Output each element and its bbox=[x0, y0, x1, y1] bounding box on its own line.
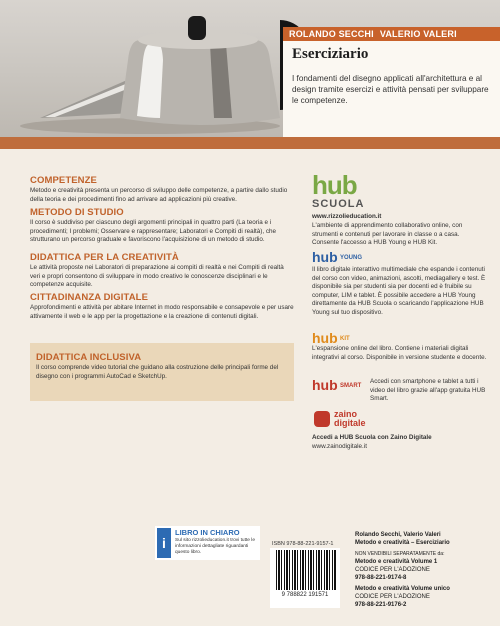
zaino-word-1: zaino bbox=[334, 409, 358, 419]
code-label-2: CODICE PER L'ADOZIONE bbox=[355, 594, 430, 600]
hub-kit-label: KIT bbox=[340, 336, 350, 342]
info-authors: Rolando Secchi, Valerio Valeri bbox=[355, 532, 441, 538]
not-sold-note: NON VENDIBILI SEPARATAMENTE da: bbox=[355, 551, 445, 557]
text-cittadinanza: Approfondimenti e attività per abitare Internet in modo responsabile e consapevole e per usare attivamente il web e le app per la progettazione e la creazione di contenuti digitali. bbox=[30, 304, 294, 320]
barcode bbox=[276, 550, 336, 590]
heading-competenze: COMPETENZE bbox=[30, 175, 97, 186]
text-competenze: Metodo e creatività presenta un percorso di sviluppo delle competenze, a partire dallo studio della teoria e dei procedimenti fino ad arrivare ad applicazioni più creative. bbox=[30, 187, 288, 203]
zaino-word-2: digitale bbox=[334, 418, 366, 428]
hub-url[interactable]: www.rizzolieducation.it bbox=[312, 213, 382, 220]
hub-young-label: YOUNG bbox=[340, 255, 363, 261]
author-1: ROLANDO SECCHI bbox=[289, 29, 374, 39]
zaino-caption: Accedi a HUB Scuola con Zaino Digitale bbox=[312, 434, 432, 441]
divider-band bbox=[0, 137, 500, 149]
hub-kit-text: L'espansione online del libro. Contiene i materiali digitali integrativi al corso. Disponibile in versione studente e docente. bbox=[312, 345, 487, 361]
code-2: 978-88-221-9176-2 bbox=[355, 602, 407, 608]
volume-1: Metodo e creatività Volume 1 bbox=[355, 559, 438, 565]
code-1: 978-88-221-9174-8 bbox=[355, 575, 407, 581]
zaino-icon bbox=[314, 411, 330, 427]
hub-smart-logo: hub bbox=[312, 377, 338, 393]
isbn-text: ISBN 978-88-221-9157-1 bbox=[272, 541, 334, 547]
heading-creativita: DIDATTICA PER LA CREATIVITÀ bbox=[30, 252, 179, 263]
info-icon: i bbox=[157, 528, 171, 558]
authors-bar bbox=[283, 27, 500, 41]
libro-text: Sul sito rizzolieducation.it trovi tutte le informazioni dettagliate riguardanti questo libro. bbox=[175, 538, 255, 555]
hub-smart-text: Accedi con smartphone e tablet a tutti i video del libro grazie all'app gratuita HUB Smart. bbox=[370, 378, 486, 403]
code-label-1: CODICE PER L'ADOZIONE bbox=[355, 567, 430, 573]
volume-unico: Metodo e creatività Volume unico bbox=[355, 586, 450, 592]
hub-kit-logo: hub bbox=[312, 330, 338, 346]
hub-smart-label: SMART bbox=[340, 383, 362, 389]
hub-young-logo: hub bbox=[312, 249, 338, 265]
text-metodo: Il corso è suddiviso per ciascuno degli argomenti principali in quattro parti (La teoria e i procedimenti; I problemi; Osservare e rappresentare; Laboratori e Compiti di realtà), che strutturano un percorso graduale e favoriscono l'acquisizione di un metodo di studio. bbox=[30, 219, 277, 244]
libro-title: LIBRO IN CHIARO bbox=[175, 528, 240, 537]
heading-inclusiva: DIDATTICA INCLUSIVA bbox=[36, 352, 142, 363]
hub-scuola-label: SCUOLA bbox=[312, 198, 365, 210]
hub-young-text: Il libro digitale interattivo multimediale che espande i contenuti del corso con video, animazioni, ascolti, mediagallery e test. È disponibile sia per studenti sia per docenti ed è fruibile su computer, LIM e tablet. È possibile accedere a HUB Young direttamente da HUB Scuola o scaricando l'applicazione HUB Young sul tuo dispositivo. bbox=[312, 266, 486, 316]
heading-cittadinanza: CITTADINANZA DIGITALE bbox=[30, 292, 149, 303]
info-title: Metodo e creatività – Eserciziario bbox=[355, 540, 450, 546]
zaino-logo bbox=[334, 410, 366, 428]
hub-scuola-logo: hub bbox=[312, 170, 357, 200]
barcode-number: 9 788822 191571 bbox=[281, 592, 329, 598]
hub-scuola-text: L'ambiente di apprendimento collaborativo online, con strumenti e contenuti per lavorare in classe o a casa. Consente l'accesso a HUB Young e HUB Kit. bbox=[312, 222, 463, 247]
author-2: VALERIO VALERI bbox=[379, 29, 457, 39]
book-title: Eserciziario bbox=[292, 46, 369, 62]
text-creativita: Le attività proposte nei Laboratori di preparazione ai compiti di realtà e nei Compiti di realtà veri e propri consentono di sviluppare in modo creativo le conoscenze disciplinari e le competenze acquisite. bbox=[30, 264, 284, 289]
zaino-url[interactable]: www.zainodigitale.it bbox=[312, 443, 367, 450]
text-inclusiva: Il corso comprende video tutorial che guidano alla costruzione delle principali forme del disegno con i programmi AutoCad e SketchUp. bbox=[36, 364, 279, 380]
book-subtitle: I fondamenti del disegno applicati all'architettura e al design tramite esercizi e attività pensati per sviluppare le competenze. bbox=[292, 74, 489, 105]
heading-metodo: METODO DI STUDIO bbox=[30, 207, 124, 218]
libro-in-chiaro-box bbox=[155, 526, 260, 560]
